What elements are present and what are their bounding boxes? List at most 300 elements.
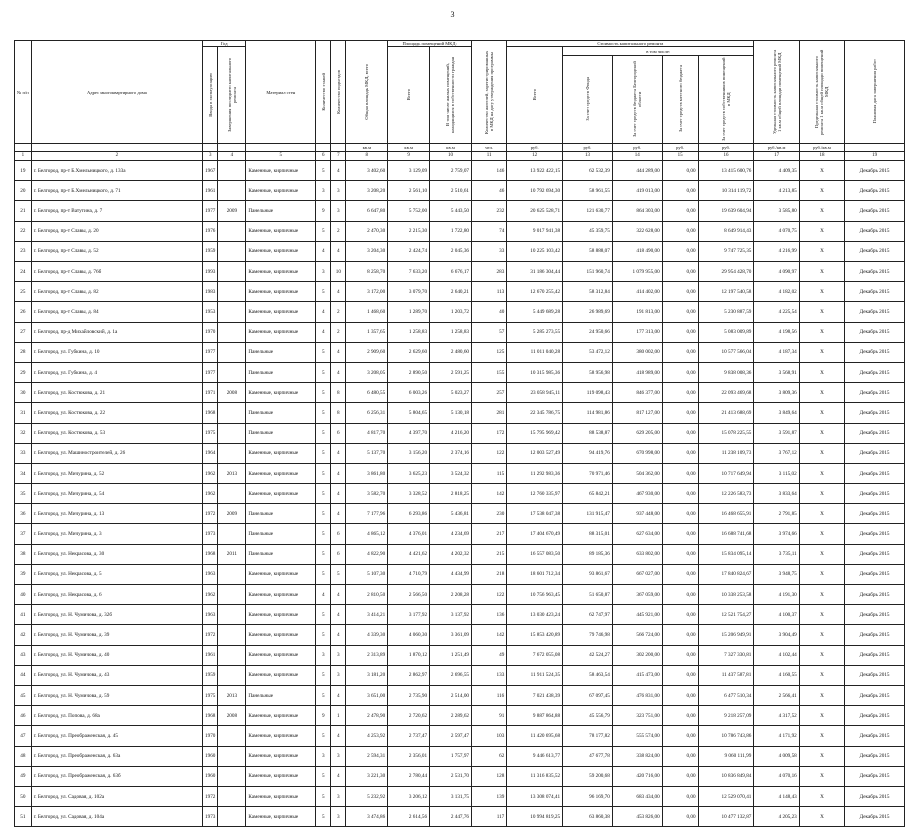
row-fund: 62 747,97 (563, 605, 613, 625)
row-limit-cost: X (799, 201, 844, 221)
row-regional: 445 921,00 (612, 605, 662, 625)
header-cost-total: Всего (532, 88, 538, 101)
row-local: 0,00 (662, 807, 698, 827)
row-cost-total: 10 756 963,45 (507, 585, 563, 605)
row-fund: 26 989,69 (563, 302, 613, 322)
row-fund: 53 472,12 (563, 342, 613, 362)
row-limit-cost: X (799, 807, 844, 827)
row-unit-cost: 3 568,91 (754, 362, 799, 382)
row-planned-date: Декабрь 2015 (845, 161, 905, 181)
row-premises-private: 2 374,16 (430, 443, 472, 463)
row-premises-private: 5 436,81 (430, 504, 472, 524)
row-unit-cost: 3 948,75 (754, 564, 799, 584)
row-address: г. Белгород, пр-т Б.Хмельницкого, д. 133а (31, 161, 202, 181)
row-year-repair (218, 342, 246, 362)
row-local: 0,00 (662, 504, 698, 524)
row-address: г. Белгород, пр-д Михайловский, д. 1а (31, 322, 202, 342)
column-number: 18 (799, 152, 844, 161)
row-material: Каменные, кирпичные (246, 585, 316, 605)
row-year-built: 1967 (203, 161, 218, 181)
row-premises-private: 2 531,70 (430, 766, 472, 786)
row-residents: 133 (472, 665, 507, 685)
header-address: Адрес многоквартирного дома (31, 41, 202, 144)
row-number: 44 (15, 665, 32, 685)
row-floors: 3 (316, 746, 331, 766)
row-cost-total: 7 021 438,39 (507, 685, 563, 705)
row-address: г. Белгород, пр-т Славы, д. 52 (31, 241, 202, 261)
row-total-area: 6 480,55 (346, 383, 388, 403)
row-residents: 232 (472, 201, 507, 221)
row-unit-cost: 4 191,30 (754, 585, 799, 605)
row-material: Каменные, кирпичные (246, 443, 316, 463)
row-owners: 13 415 600,76 (698, 161, 754, 181)
row-residents: 136 (472, 605, 507, 625)
table-row (15, 181, 905, 201)
row-fund: 59 200,68 (563, 766, 613, 786)
row-cost-total: 20 625 528,71 (507, 201, 563, 221)
header-year-repair: Завершения последнего капитального ремонта (226, 57, 237, 132)
row-planned-date: Декабрь 2015 (845, 564, 905, 584)
row-address: г. Белгород, ул. Машиностроителей, д. 26 (31, 443, 202, 463)
row-planned-date: Декабрь 2015 (845, 625, 905, 645)
row-address: г. Белгород, пр-т Славы, д. 20 (31, 221, 202, 241)
row-address: г. Белгород, ул. Преображенская, д. 63б (31, 766, 202, 786)
row-year-built: 1960 (203, 746, 218, 766)
row-material: Каменные, кирпичные (246, 746, 316, 766)
row-local: 0,00 (662, 766, 698, 786)
row-premises-private: 5 130,18 (430, 403, 472, 423)
row-total-area: 2 909,60 (346, 342, 388, 362)
row-regional: 555 574,00 (612, 726, 662, 746)
row-unit-cost: 3 904,49 (754, 625, 799, 645)
row-year-repair (218, 524, 246, 544)
row-local: 0,00 (662, 786, 698, 806)
row-floors: 5 (316, 463, 331, 483)
row-fund: 47 677,78 (563, 746, 613, 766)
table-row (15, 463, 905, 483)
row-planned-date: Декабрь 2015 (845, 524, 905, 544)
row-premises-private: 2 447,76 (430, 807, 472, 827)
row-regional: 633 802,00 (612, 544, 662, 564)
row-regional: 414 402,00 (612, 282, 662, 302)
row-residents: 57 (472, 322, 507, 342)
row-premises-total: 2 629,60 (388, 342, 430, 362)
row-residents: 122 (472, 443, 507, 463)
row-unit-cost: 4 100,37 (754, 605, 799, 625)
row-limit-cost: X (799, 161, 844, 181)
row-floors: 5 (316, 786, 331, 806)
row-year-built: 1972 (203, 504, 218, 524)
row-number: 28 (15, 342, 32, 362)
row-premises-total: 4 421,62 (388, 544, 430, 564)
row-address: г. Белгород, ул. Некрасова, д. 5 (31, 564, 202, 584)
row-premises-private: 1 203,72 (430, 302, 472, 322)
row-unit-cost: 4 182,02 (754, 282, 799, 302)
unit-label: руб. (662, 144, 698, 152)
row-owners: 12 529 070,41 (698, 786, 754, 806)
row-owners: 9 218 257,09 (698, 706, 754, 726)
unit-label: руб. (507, 144, 563, 152)
column-number-row (15, 152, 905, 161)
row-year-repair (218, 746, 246, 766)
row-unit-cost: 3 849,64 (754, 403, 799, 423)
row-total-area: 3 651,00 (346, 685, 388, 705)
row-premises-private: 2 696,55 (430, 665, 472, 685)
row-material: Каменные, кирпичные (246, 726, 316, 746)
table-row (15, 221, 905, 241)
header-material: Материал стен (246, 41, 316, 144)
row-planned-date: Декабрь 2015 (845, 362, 905, 382)
column-number: 4 (218, 152, 246, 161)
row-regional: 302 200,00 (612, 645, 662, 665)
row-planned-date: Декабрь 2015 (845, 746, 905, 766)
row-entrances: 4 (331, 685, 346, 705)
row-unit-cost: 4 205,23 (754, 807, 799, 827)
row-unit-cost: 4 216,99 (754, 241, 799, 261)
column-number: 11 (472, 152, 507, 161)
row-year-built: 1961 (203, 645, 218, 665)
row-cost-total: 7 672 055,08 (507, 645, 563, 665)
row-number: 41 (15, 605, 32, 625)
row-address: г. Белгород, ул. Преображенская, д. 45 (31, 726, 202, 746)
row-residents: 91 (472, 706, 507, 726)
row-year-repair (218, 241, 246, 261)
table-row (15, 706, 905, 726)
row-local: 0,00 (662, 706, 698, 726)
row-floors: 3 (316, 181, 331, 201)
header-including: в том числе: (563, 47, 754, 56)
row-local: 0,00 (662, 544, 698, 564)
row-total-area: 2 470,30 (346, 221, 388, 241)
row-limit-cost: X (799, 342, 844, 362)
row-residents: 49 (472, 645, 507, 665)
row-limit-cost: X (799, 484, 844, 504)
row-premises-private: 2 759,07 (430, 161, 472, 181)
row-fund: 58 463,54 (563, 665, 613, 685)
row-local: 0,00 (662, 726, 698, 746)
row-premises-private: 4 234,69 (430, 524, 472, 544)
row-regional: 419 013,00 (612, 181, 662, 201)
row-floors: 5 (316, 726, 331, 746)
row-owners: 10 577 566,04 (698, 342, 754, 362)
row-fund: 42 524,27 (563, 645, 613, 665)
row-number: 31 (15, 403, 32, 423)
row-residents: 117 (472, 807, 507, 827)
row-residents: 172 (472, 423, 507, 443)
unit-label: кв.м (346, 144, 388, 152)
row-year-repair (218, 443, 246, 463)
row-year-repair: 2008 (218, 383, 246, 403)
row-total-area: 1 468,60 (346, 302, 388, 322)
row-limit-cost: X (799, 746, 844, 766)
row-floors: 5 (316, 362, 331, 382)
row-year-built: 1972 (203, 625, 218, 645)
row-address: г. Белгород, ул. Губкина, д. 4 (31, 362, 202, 382)
row-entrances: 4 (331, 766, 346, 786)
row-planned-date: Декабрь 2015 (845, 181, 905, 201)
table-row (15, 746, 905, 766)
row-limit-cost: X (799, 423, 844, 443)
row-number: 19 (15, 161, 32, 181)
row-cost-total: 13 030 423,24 (507, 605, 563, 625)
row-cost-total: 10 225 103,42 (507, 241, 563, 261)
row-number: 49 (15, 766, 32, 786)
row-cost-total: 18 601 712,34 (507, 564, 563, 584)
row-premises-private: 2 597,47 (430, 726, 472, 746)
row-unit-cost: 4 070,16 (754, 766, 799, 786)
row-regional: 367 059,00 (612, 585, 662, 605)
row-regional: 1 079 955,00 (612, 262, 662, 282)
row-limit-cost: X (799, 262, 844, 282)
row-unit-cost: 4 070,75 (754, 221, 799, 241)
row-total-area: 2 594,31 (346, 746, 388, 766)
unit-label: руб. (563, 144, 613, 152)
row-planned-date: Декабрь 2015 (845, 504, 905, 524)
row-fund: 70 971,46 (563, 463, 613, 483)
row-floors: 5 (316, 383, 331, 403)
row-year-repair (218, 181, 246, 201)
row-unit-cost: 3 809,36 (754, 383, 799, 403)
column-number: 16 (698, 152, 754, 161)
row-local: 0,00 (662, 605, 698, 625)
row-year-built: 1970 (203, 726, 218, 746)
row-premises-total: 3 206,12 (388, 786, 430, 806)
row-regional: 504 362,00 (612, 463, 662, 483)
row-fund: 58 888,07 (563, 241, 613, 261)
row-fund: 67 097,45 (563, 685, 613, 705)
row-regional: 467 930,00 (612, 484, 662, 504)
row-unit-cost: 2 566,41 (754, 685, 799, 705)
row-material: Каменные, кирпичные (246, 766, 316, 786)
row-owners: 7 327 330,81 (698, 645, 754, 665)
row-entrances: 1 (331, 706, 346, 726)
row-entrances: 8 (331, 383, 346, 403)
row-local: 0,00 (662, 342, 698, 362)
row-cost-total: 11 420 695,68 (507, 726, 563, 746)
row-premises-total: 2 735,90 (388, 685, 430, 705)
row-material: Каменные, кирпичные (246, 241, 316, 261)
row-material: Панельные (246, 524, 316, 544)
row-planned-date: Декабрь 2015 (845, 484, 905, 504)
unit-label: руб./кв.м (799, 144, 844, 152)
row-limit-cost: X (799, 645, 844, 665)
row-planned-date: Декабрь 2015 (845, 201, 905, 221)
header-limit-cost: Предельная стоимость капитального ремонта 1 кв.м общей площади помещений МКД (814, 48, 830, 135)
row-cost-total: 12 670 255,42 (507, 282, 563, 302)
row-limit-cost: X (799, 443, 844, 463)
row-floors: 4 (316, 302, 331, 322)
table-row (15, 423, 905, 443)
row-fund: 89 185,36 (563, 544, 613, 564)
row-limit-cost: X (799, 282, 844, 302)
table-row (15, 241, 905, 261)
row-total-area: 5 137,70 (346, 443, 388, 463)
row-local: 0,00 (662, 564, 698, 584)
row-unit-cost: 3 767,12 (754, 443, 799, 463)
row-local: 0,00 (662, 221, 698, 241)
row-cost-total: 13 308 074,41 (507, 786, 563, 806)
row-unit-cost: 3 115,02 (754, 463, 799, 483)
row-year-built: 1983 (203, 282, 218, 302)
capital-repair-table (14, 40, 905, 827)
header-residents: Количество жителей, зарегистрированных в МКД на дату утверждения программы (484, 49, 495, 134)
row-premises-total: 2 566,50 (388, 585, 430, 605)
row-residents: 155 (472, 362, 507, 382)
row-owners: 11 238 109,73 (698, 443, 754, 463)
row-year-built: 1973 (203, 807, 218, 827)
row-premises-total: 7 633,20 (388, 262, 430, 282)
row-number: 48 (15, 746, 32, 766)
row-floors: 5 (316, 685, 331, 705)
row-year-built: 1959 (203, 241, 218, 261)
row-year-repair: 2008 (218, 706, 246, 726)
row-limit-cost: X (799, 625, 844, 645)
row-year-built: 1968 (203, 706, 218, 726)
row-local: 0,00 (662, 463, 698, 483)
row-entrances: 4 (331, 484, 346, 504)
row-material: Каменные, кирпичные (246, 383, 316, 403)
row-planned-date: Декабрь 2015 (845, 605, 905, 625)
row-floors: 5 (316, 403, 331, 423)
row-unit-cost: 4 187,34 (754, 342, 799, 362)
row-cost-total: 9 446 613,77 (507, 746, 563, 766)
row-planned-date: Декабрь 2015 (845, 423, 905, 443)
row-material: Каменные, кирпичные (246, 564, 316, 584)
row-year-built: 1973 (203, 524, 218, 544)
row-residents: 125 (472, 342, 507, 362)
row-local: 0,00 (662, 665, 698, 685)
row-unit-cost: 4 148,43 (754, 786, 799, 806)
column-number: 10 (430, 152, 472, 161)
row-fund: 78 177,82 (563, 726, 613, 746)
row-residents: 230 (472, 504, 507, 524)
header-owners: За счет средств собственников помещений в МКД (720, 57, 731, 141)
row-planned-date: Декабрь 2015 (845, 665, 905, 685)
table-row (15, 484, 905, 504)
row-address: г. Белгород, ул. Попова, д. 68а (31, 706, 202, 726)
row-material: Панельные (246, 342, 316, 362)
header-fund: За счет средств Фонда (584, 77, 590, 121)
row-year-built: 1961 (203, 181, 218, 201)
row-unit-cost: 4 198,56 (754, 322, 799, 342)
row-total-area: 2 810,50 (346, 585, 388, 605)
table-row (15, 726, 905, 746)
row-number: 22 (15, 221, 32, 241)
row-number: 34 (15, 463, 32, 483)
table-row (15, 766, 905, 786)
row-address: г. Белгород, ул. Преображенская, д. 63а (31, 746, 202, 766)
row-regional: 338 824,00 (612, 746, 662, 766)
row-entrances: 6 (331, 544, 346, 564)
row-year-built: 1970 (203, 322, 218, 342)
row-year-built: 1968 (203, 403, 218, 423)
row-premises-private: 2 510,61 (430, 181, 472, 201)
row-regional: 846 377,00 (612, 383, 662, 403)
header-year-group: Год (203, 41, 246, 47)
row-year-repair: 2009 (218, 201, 246, 221)
row-entrances: 3 (331, 746, 346, 766)
row-local: 0,00 (662, 403, 698, 423)
row-residents: 40 (472, 302, 507, 322)
row-regional: 453 826,00 (612, 807, 662, 827)
row-unit-cost: 3 735,11 (754, 544, 799, 564)
row-cost-total: 9 887 864,88 (507, 706, 563, 726)
row-total-area: 4 865,12 (346, 524, 388, 544)
row-number: 45 (15, 685, 32, 705)
row-local: 0,00 (662, 241, 698, 261)
row-residents: 215 (472, 544, 507, 564)
row-fund: 58 956,98 (563, 362, 613, 382)
row-floors: 5 (316, 504, 331, 524)
row-cost-total: 10 315 985,36 (507, 362, 563, 382)
row-local: 0,00 (662, 484, 698, 504)
row-address: г. Белгород, ул. Н. Чумичова, д. 32б (31, 605, 202, 625)
header-premises-group: Площадь помещений МКД: (388, 41, 472, 47)
row-premises-total: 3 625,23 (388, 463, 430, 483)
row-owners: 12 521 754,27 (698, 605, 754, 625)
row-planned-date: Декабрь 2015 (845, 786, 905, 806)
table-row (15, 625, 905, 645)
row-address: г. Белгород, ул. Некрасова, д. 30 (31, 544, 202, 564)
row-limit-cost: X (799, 221, 844, 241)
row-number: 37 (15, 524, 32, 544)
row-address: г. Белгород, ул. Мичурина, д. 13 (31, 504, 202, 524)
row-residents: 103 (472, 726, 507, 746)
row-material: Каменные, кирпичные (246, 463, 316, 483)
row-material: Каменные, кирпичные (246, 645, 316, 665)
row-planned-date: Декабрь 2015 (845, 443, 905, 463)
header-local: За счет средств местного бюджета (677, 65, 683, 133)
row-planned-date: Декабрь 2015 (845, 221, 905, 241)
row-regional: 627 634,00 (612, 524, 662, 544)
row-regional: 191 813,00 (612, 302, 662, 322)
row-year-built: 1977 (203, 362, 218, 382)
row-total-area: 2 313,89 (346, 645, 388, 665)
row-floors: 5 (316, 564, 331, 584)
row-entrances: 4 (331, 362, 346, 382)
row-owners: 9 838 008,36 (698, 362, 754, 382)
row-number: 32 (15, 423, 32, 443)
row-owners: 8 649 914,43 (698, 221, 754, 241)
row-year-built: 1960 (203, 766, 218, 786)
row-owners: 16 468 655,91 (698, 504, 754, 524)
row-fund: 88 538,87 (563, 423, 613, 443)
row-year-built: 1975 (203, 685, 218, 705)
row-premises-total: 2 890,50 (388, 362, 430, 382)
column-number: 19 (845, 152, 905, 161)
row-planned-date: Декабрь 2015 (845, 302, 905, 322)
row-entrances: 2 (331, 302, 346, 322)
header-premises-total: Всего (406, 88, 412, 101)
row-material: Панельные (246, 544, 316, 564)
row-fund: 121 630,77 (563, 201, 613, 221)
row-entrances: 2 (331, 322, 346, 342)
row-year-repair (218, 221, 246, 241)
row-cost-total: 10 994 819,25 (507, 807, 563, 827)
row-premises-total: 6 293,86 (388, 504, 430, 524)
row-regional: 566 724,00 (612, 625, 662, 645)
row-cost-total: 17 404 670,49 (507, 524, 563, 544)
row-premises-total: 4 397,70 (388, 423, 430, 443)
row-total-area: 4 339,30 (346, 625, 388, 645)
row-local: 0,00 (662, 524, 698, 544)
row-entrances: 4 (331, 585, 346, 605)
row-entrances: 4 (331, 625, 346, 645)
row-unit-cost: 4 317,52 (754, 706, 799, 726)
row-number: 36 (15, 504, 32, 524)
row-floors: 5 (316, 342, 331, 362)
row-planned-date: Декабрь 2015 (845, 383, 905, 403)
